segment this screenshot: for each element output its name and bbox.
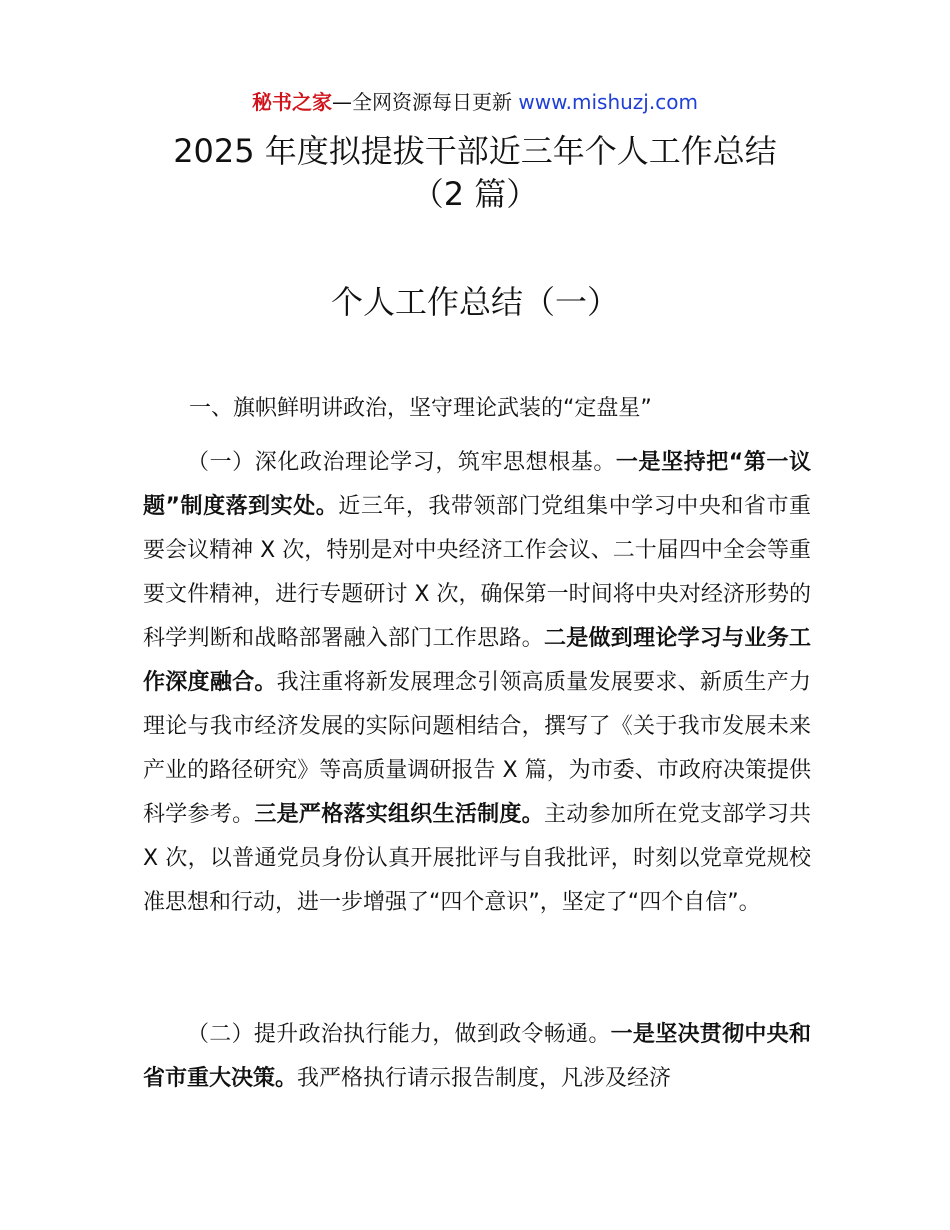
- document-title: 2025 年度拟提拔干部近三年个人工作总结: [173, 132, 777, 170]
- paragraph-text-1: 近三年，我带领部门党组集中学习中央和省市重要会议精神 X 次，特别是对中央经济工作会议、二十届四中全会等重要文件精神，进行专题研讨 X 次，确保第一时间将中央对经济形势的科学判断和战略部署融入部门工作思路。: [143, 494, 811, 651]
- brand-name: 秘书之家: [252, 90, 333, 114]
- paragraph-text-1: 我严格执行请示报告制度，凡涉及经济: [297, 1066, 672, 1091]
- site-url-link[interactable]: www.mishuzj.com: [518, 90, 698, 114]
- bold-point-1: 一是坚持把“第一议题”制度落到实处。: [143, 450, 811, 519]
- paragraph-text-3: 主动参加所在党支部学习共 X 次，以普通党员身份认真开展批评与自我批评，时刻以党章党规校准思想和行动，进一步增强了“四个意识”，坚定了“四个自信”。: [143, 802, 811, 915]
- heading-level-1: 一、旗帜鲜明讲政治，坚守理论武装的“定盘星”: [189, 396, 652, 421]
- body-paragraph-2: [143, 1013, 811, 1101]
- paragraph-lead: （一）深化政治理论学习，筑牢思想根基。: [187, 450, 616, 475]
- section-title: 个人工作总结（一）: [330, 283, 619, 321]
- body-paragraph-1: [143, 441, 811, 925]
- site-header: [0, 88, 950, 116]
- bold-point-1: 一是坚决贯彻中央和省市重大决策。: [143, 1022, 811, 1091]
- bold-point-3: 三是严格落实组织生活制度。: [254, 802, 544, 827]
- bold-point-2: 二是做到理论学习与业务工作深度融合。: [143, 626, 811, 695]
- paragraph-lead: （二）提升政治执行能力，做到政令畅通。: [187, 1022, 611, 1047]
- header-tagline: —全网资源每日更新: [332, 90, 513, 114]
- paragraph-text-2: 我注重将新发展理念引领高质量发展要求、新质生产力理论与我市经济发展的实际问题相结合，撰写了《关于我市发展未来产业的路径研究》等高质量调研报告 X 篇，为市委、市政府决策提供科学参考。: [143, 670, 811, 827]
- document-subtitle: （2 篇）: [411, 175, 539, 213]
